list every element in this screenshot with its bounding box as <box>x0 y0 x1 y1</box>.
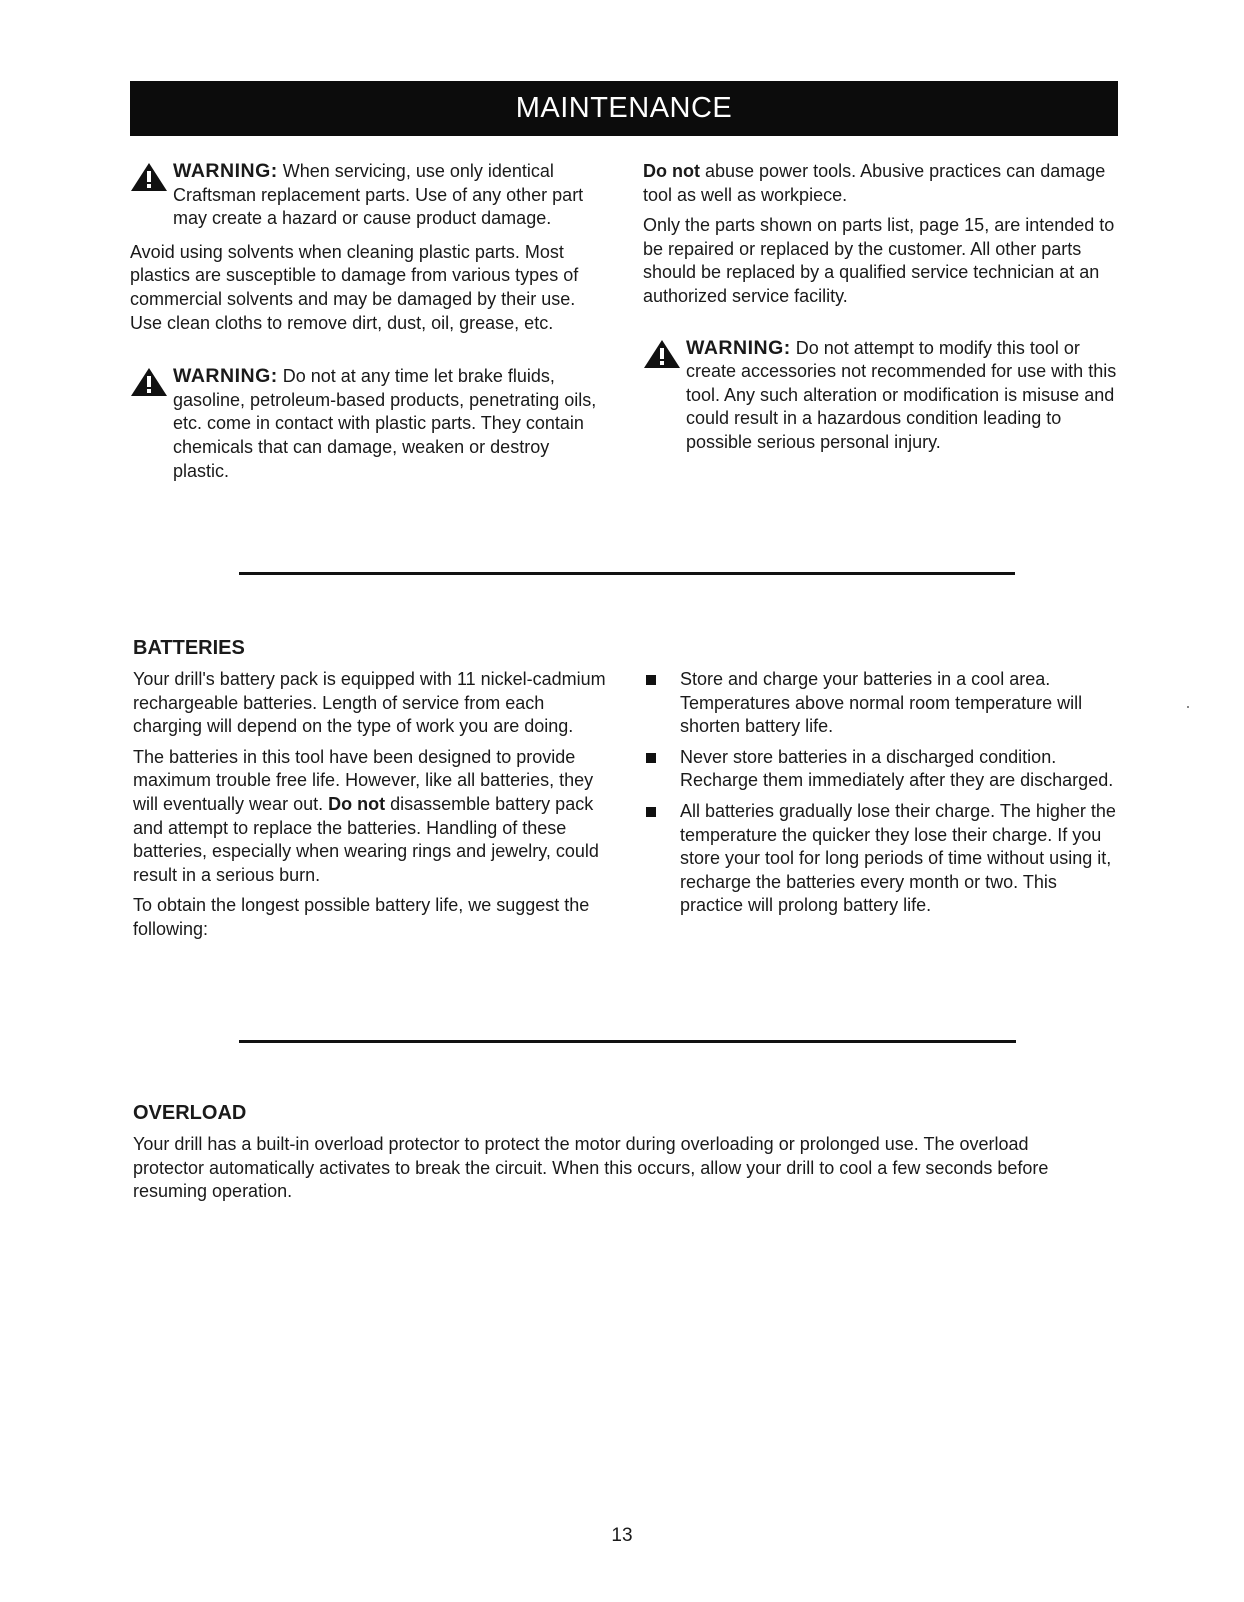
warning-triangle-icon <box>130 162 168 192</box>
warning-label: WARNING: <box>686 336 791 359</box>
warning-text: When servicing, use only identical Craftsman replacement parts. Use of any other part may create a hazard or cause product damage. <box>173 161 584 229</box>
scan-speck <box>1187 706 1189 708</box>
bullet-square-icon <box>646 753 656 763</box>
divider <box>239 1040 1016 1043</box>
left-column <box>130 160 605 483</box>
warning-brake-fluids <box>130 365 605 483</box>
batteries-p2-bold: Do not <box>328 793 386 814</box>
bullet-square-icon <box>646 807 656 817</box>
warning-triangle-icon <box>643 339 681 369</box>
warning-text: Do not at any time let brake fluids, gasoline, petroleum-based products, penetrating oils, etc. come in contact with plastic parts. They contain chemicals that can damage, weaken or destroy plastic. <box>173 366 597 481</box>
batteries-left-column <box>133 668 613 949</box>
batteries-paragraph-1: Your drill's battery pack is equipped with 11 nickel-cadmium rechargeable batteries. Length of service from each charging will depend on the type of work you are doing. <box>133 669 606 737</box>
list-item <box>641 746 1121 793</box>
warning-label: WARNING: <box>173 365 278 388</box>
banner-title: MAINTENANCE <box>515 92 733 124</box>
abuse-paragraph <box>643 160 1121 207</box>
parts-paragraph: Only the parts shown on parts list, page 15, are intended to be repaired or replaced by the customer. All other parts should be replaced by a qualified service technician at an authorized service facility. <box>643 215 1115 306</box>
list-item <box>641 800 1121 918</box>
batteries-heading: BATTERIES <box>133 637 245 659</box>
batteries-paragraph-2 <box>133 746 613 888</box>
abuse-bold: Do not <box>643 161 700 181</box>
bullet-square-icon <box>646 675 656 685</box>
batteries-right-column <box>641 668 1121 925</box>
overload-heading: OVERLOAD <box>133 1102 247 1124</box>
warning-replacement-parts <box>130 160 605 231</box>
tip-text: Never store batteries in a discharged condition. Recharge them immediately after they are discharged. <box>680 746 1114 791</box>
list-item <box>641 668 1121 739</box>
batteries-paragraph-3: To obtain the longest possible battery life, we suggest the following: <box>133 895 590 939</box>
batteries-p2-start: The batteries in this tool have been designed to provide maximum trouble free life. However, like all batteries, they will eventually wear out. <box>133 746 594 814</box>
warning-label: WARNING: <box>173 160 278 182</box>
page-number: 13 <box>611 1525 633 1546</box>
divider <box>239 572 1015 575</box>
abuse-text: abuse power tools. Abusive practices can damage tool as well as workpiece. <box>643 161 1106 205</box>
tip-text: Store and charge your batteries in a cool area. Temperatures above normal room temperature will shorten battery life. <box>680 669 1083 737</box>
solvents-paragraph: Avoid using solvents when cleaning plastic parts. Most plastics are susceptible to damage from various types of commercial solvents and may be damaged by their use. Use clean cloths to remove dirt, dust, oil, grease, etc. <box>130 241 579 333</box>
battery-tips-list <box>641 668 1121 918</box>
warning-modify-tool <box>643 337 1121 455</box>
warning-text: Do not attempt to modify this tool or create accessories not recommended for use with this tool. Any such alteration or modification is misuse and could result in a hazardous condition leading to possible serious personal injury. <box>686 337 1117 452</box>
tip-text: All batteries gradually lose their charge. The higher the temperature the quicker they lose their charge. If you store your tool for long periods of time without using it, recharge the batteries every month or two. This practice will prolong battery life. <box>680 800 1116 916</box>
overload-paragraph: Your drill has a built-in overload protector to protect the motor during overloading or prolonged use. The overload protector automatically activates to break the circuit. When this occurs, allow your drill to cool a few seconds before resuming operation. <box>133 1134 1049 1202</box>
section-banner <box>130 81 1118 136</box>
warning-triangle-icon <box>130 367 168 397</box>
batteries-p2-end: disassemble battery pack and attempt to replace the batteries. Handling of these batteries, especially when wearing rings and jewelry, could result in a serious burn. <box>133 793 599 885</box>
right-column <box>643 160 1121 455</box>
